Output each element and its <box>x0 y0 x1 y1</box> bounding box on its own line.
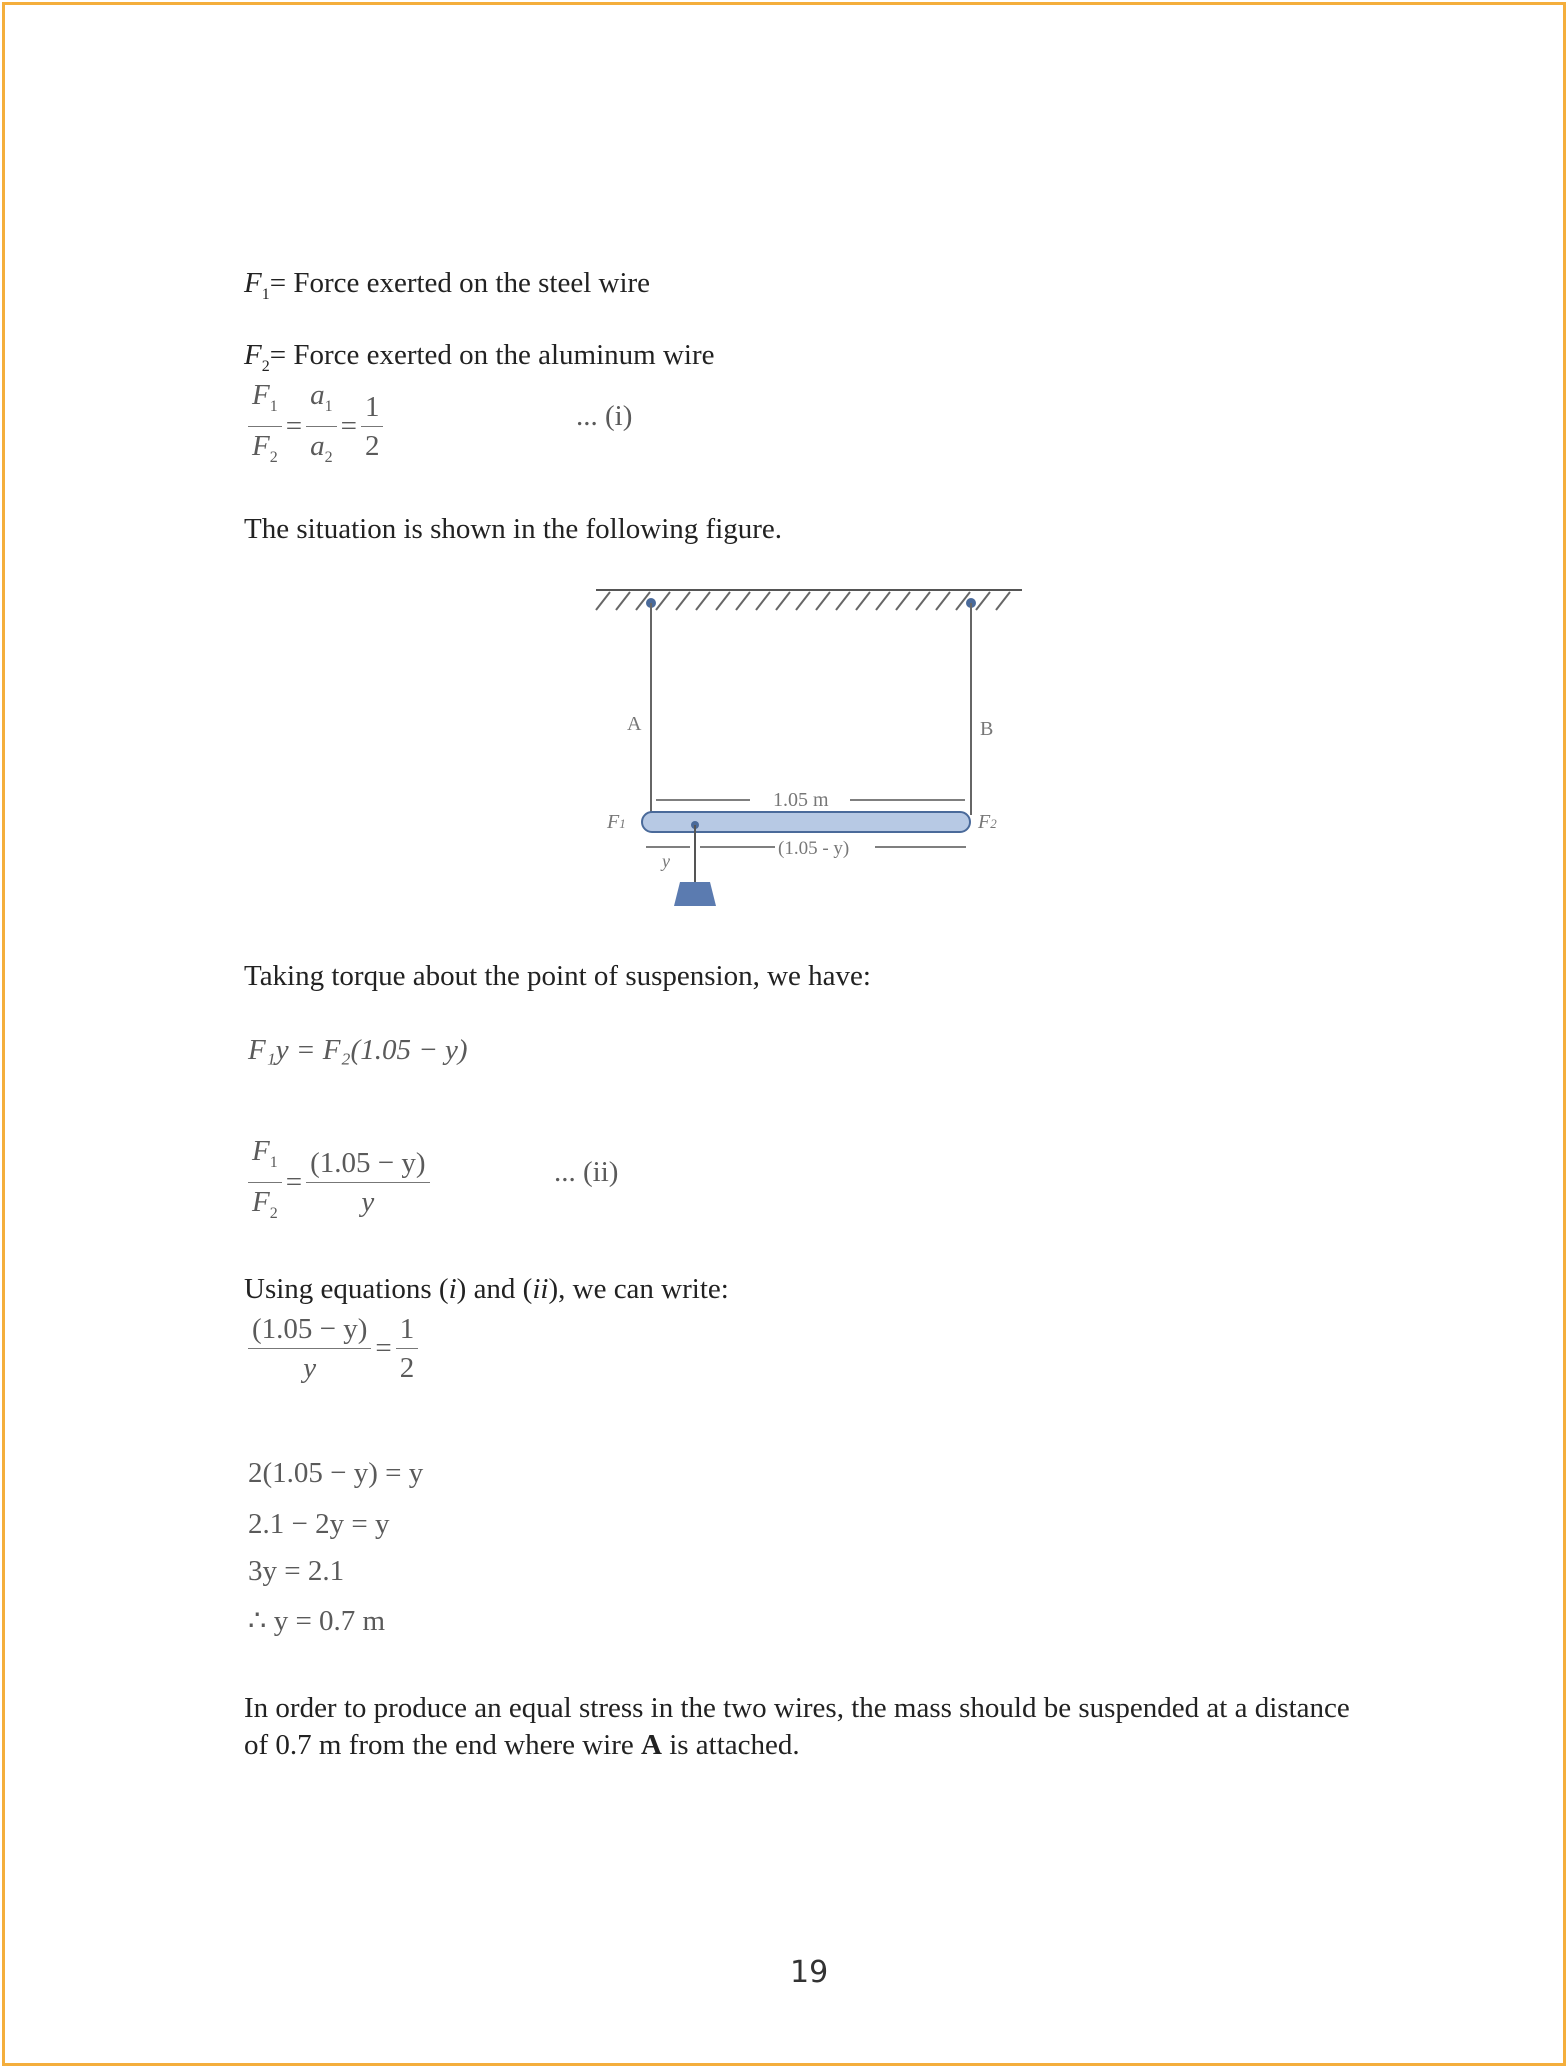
text: In order to produce an equal stress in the two wires, the mass should be suspended at a distance of 0.7 m from the end where wire <box>244 1692 1350 1761</box>
text: ) and ( <box>456 1273 533 1305</box>
y-label: y <box>662 851 670 871</box>
suspension-figure <box>580 570 1040 920</box>
situation-text: The situation is shown in the following figure. <box>244 513 783 545</box>
equals: = <box>375 1332 392 1364</box>
subscript: 2 <box>261 357 270 375</box>
torque-equation: F₁y = F₂(1.05 − y) <box>248 1034 468 1066</box>
fraction <box>361 390 384 463</box>
fraction <box>396 1312 419 1385</box>
label-a: A <box>627 713 642 735</box>
fraction <box>248 1312 371 1385</box>
label-b: B <box>980 718 994 740</box>
text: ), we can write: <box>548 1273 729 1305</box>
equation-ii <box>248 1134 430 1231</box>
text: is attached. <box>661 1729 800 1761</box>
label-f1: F1 <box>607 811 626 833</box>
numerator: 1 <box>361 390 384 427</box>
step-3: 3y = 2.1 <box>248 1555 345 1587</box>
step-4: ∴ y = 0.7 m <box>248 1605 386 1637</box>
numerator: (1.05 − y) <box>306 1146 429 1183</box>
equals: = <box>285 1165 303 1198</box>
subscript: 1 <box>261 285 270 303</box>
text: i <box>448 1273 457 1305</box>
using-text <box>244 1272 729 1306</box>
text: Using equations ( <box>244 1273 449 1305</box>
symbol: F <box>244 267 262 299</box>
denominator: 2 <box>364 429 380 462</box>
subscript: 2 <box>324 448 333 466</box>
numerator: a <box>310 379 325 411</box>
denominator: 2 <box>399 1352 415 1384</box>
equals: = <box>285 409 303 442</box>
subscript: 2 <box>269 1204 278 1222</box>
subscript: 2 <box>269 448 278 466</box>
numerator: F <box>252 1135 270 1167</box>
definition-text: = Force exerted on the steel wire <box>269 267 651 299</box>
denominator: F <box>252 1185 270 1218</box>
torque-text: Taking torque about the point of suspension, we have: <box>244 960 871 992</box>
definition-text: = Force exerted on the aluminum wire <box>269 339 715 371</box>
page-number: 19 <box>790 1955 829 1990</box>
numerator: F <box>252 379 270 411</box>
denominator: y <box>303 1352 317 1384</box>
step-2: 2.1 − 2y = y <box>248 1508 390 1540</box>
weight <box>674 882 716 906</box>
remaining-label: (1.05 - y) <box>778 838 850 859</box>
fraction <box>306 378 337 475</box>
denominator: y <box>361 1185 375 1218</box>
fraction <box>248 378 282 475</box>
rod <box>642 812 970 832</box>
step-1: 2(1.05 − y) = y <box>248 1457 424 1489</box>
symbol: F <box>244 339 262 371</box>
text: ii <box>532 1273 549 1305</box>
subscript: 1 <box>269 397 278 415</box>
equation-i <box>248 378 383 475</box>
ceiling-hatch <box>596 592 1010 610</box>
subscript: 1 <box>269 1153 278 1171</box>
conclusion-paragraph <box>244 1690 1374 1764</box>
equals: = <box>340 409 357 442</box>
fraction <box>248 1134 282 1231</box>
equation-tag-ii: ... (ii) <box>554 1156 619 1188</box>
wire-a-bold: A <box>641 1729 662 1761</box>
definition-f1 <box>244 266 650 312</box>
subscript: 1 <box>324 397 333 415</box>
denominator: F <box>252 429 270 462</box>
length-label: 1.05 m <box>773 789 829 811</box>
definition-f2 <box>244 338 715 384</box>
numerator: 1 <box>396 1312 419 1349</box>
numerator: (1.05 − y) <box>248 1312 371 1349</box>
fraction <box>306 1146 429 1219</box>
equation-combined <box>248 1312 418 1385</box>
equation-tag-i: ... (i) <box>576 400 633 432</box>
label-f2: F2 <box>978 811 997 833</box>
denominator: a <box>310 429 325 462</box>
